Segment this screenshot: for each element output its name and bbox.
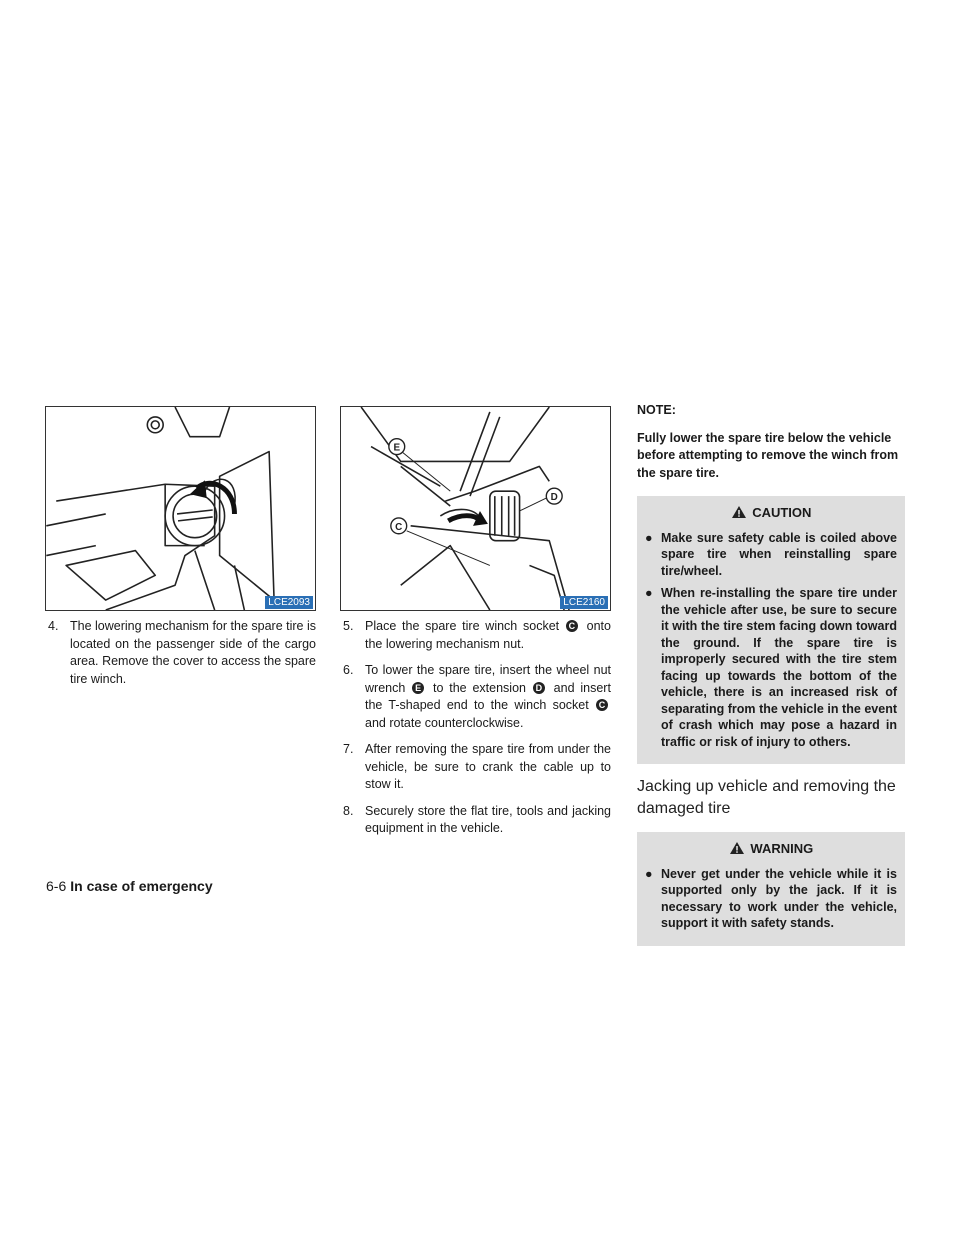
callout-c: C [395,521,403,533]
ref-e-icon: E [412,682,424,694]
caution-label: CAUTION [752,505,812,520]
warning-item: ● Never get under the vehicle while it is supported only by the jack. If it is necessary to work under the vehicle, support it with safety stands. [645,866,897,930]
ref-d-icon: D [533,682,545,694]
bullet-dot: ● [645,866,653,881]
right-column [637,402,905,958]
spare-tire-winch-illustration [341,407,610,610]
callout-e: E [393,442,401,454]
note-heading: NOTE: [637,403,676,417]
step-text: to the extension [432,680,526,695]
bullet-dot: ● [645,586,653,600]
caution-title [645,504,897,522]
step-number: 5. [343,619,354,633]
step-5 [343,618,611,653]
warning-box [637,832,905,946]
step-8 [343,803,611,838]
warning-label: WARNING [750,841,814,856]
figure-lce2093 [45,406,316,611]
middle-column [343,618,611,847]
step-text: The lowering mechanism for the spare tire is located on the passenger side of the cargo area. Remove the cover to access the spare tire winch. [70,619,316,686]
footer-section-title: In case of emergency [70,878,213,894]
step-text: After removing the spare tire from under the vehicle, be sure to crank the cable up to stow it. [365,742,611,791]
note-body: Fully lower the spare tire below the vehicle before attempting to remove the winch from the spare tire. [637,430,899,480]
step-text: onto the lowering mechanism nut. [365,619,611,651]
step-6 [343,662,611,732]
step-number: 8. [343,803,354,818]
step-text: and rotate counterclockwise. [365,715,524,730]
caution-item: ● When re-installing the spare tire under the vehicle after use, be sure to secure it with the tire stem facing down toward the ground. If the spare tire is improperly secured with the tire stem facing up towards the bottom of the vehicle, there is an increased risk of separating from the vehicle in the event of crash which may pose a hazard in traffic or risk of injury to others. [645,586,897,749]
step-number: 7. [343,742,354,756]
ref-c-icon: C [596,699,608,711]
warning-title [645,840,897,858]
step-text: To lower the spare tire, insert the wheel nut wrench [365,663,611,695]
ref-c-icon: C [566,620,578,632]
page-number: 6-6 [46,878,67,894]
step-4 [48,618,316,688]
step-number: 4. [48,619,59,633]
step-text: Securely store the flat tire, tools and jacking equipment in the vehicle. [365,803,611,835]
left-column [48,618,316,697]
figure-code: LCE2093 [265,596,313,609]
caution-item: ● Make sure safety cable is coiled above spare tire when reinstalling spare tire/wheel. [645,530,897,578]
section-heading: Jacking up vehicle and removing the damaged tire [637,778,896,817]
spare-tire-cover-illustration [46,407,315,610]
caution-triangle-icon [731,505,747,519]
step-7 [343,741,611,794]
step-text: and insert the T-shaped end to the winch socket [365,680,611,712]
step-number: 6. [343,663,354,677]
caution-box [637,496,905,764]
warning-triangle-icon [729,841,745,855]
callout-d: D [550,492,558,504]
bullet-dot: ● [645,530,653,545]
step-text: Place the spare tire winch socket [365,619,560,633]
figure-code: LCE2160 [560,596,608,609]
page-footer [46,878,213,894]
figure-lce2160 [340,406,611,611]
